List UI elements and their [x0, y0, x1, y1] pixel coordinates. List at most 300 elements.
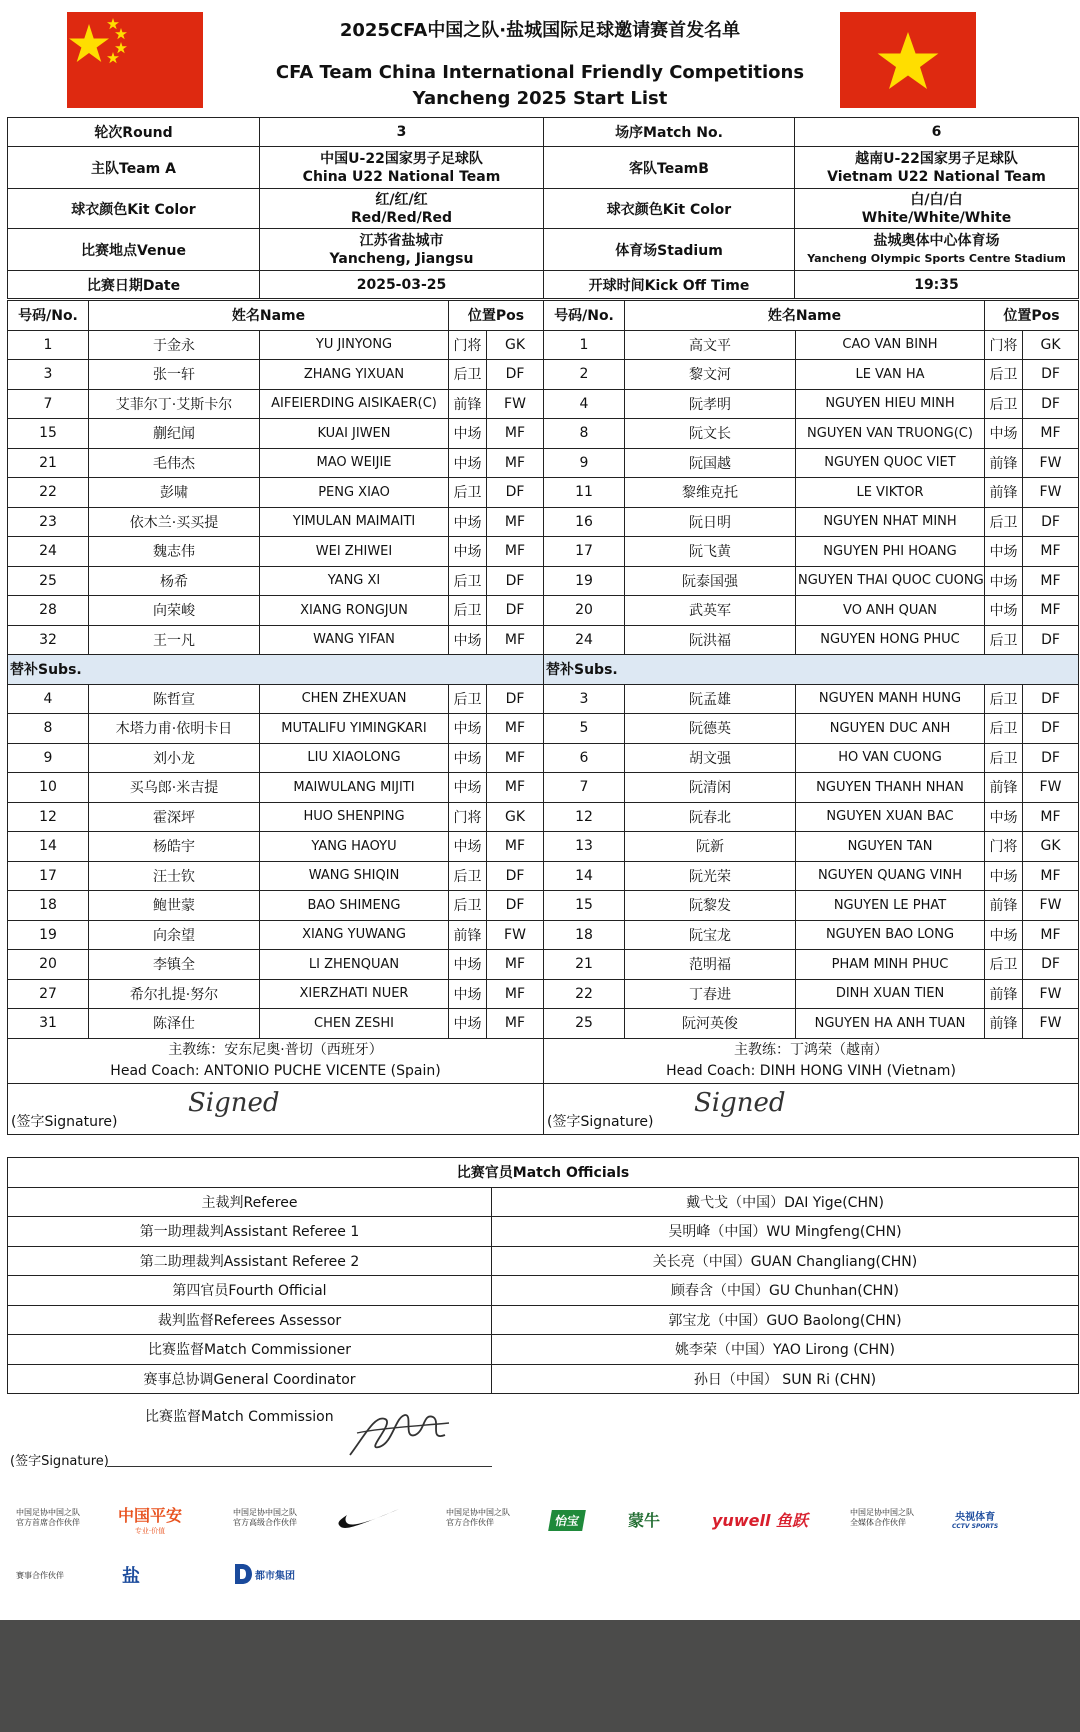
officials-table: [7, 1157, 1079, 1394]
player-name-cn-a: 杨希: [89, 566, 260, 596]
player-name-cn-a: 霍深坪: [89, 802, 260, 832]
player-name-en-a: KUAI JIWEN: [260, 419, 449, 449]
kit-a-en: Red/Red/Red: [350, 209, 453, 226]
player-number-b: 16: [544, 507, 625, 537]
match-no-label: 场序Match No.: [544, 118, 795, 147]
player-number-a: 4: [8, 684, 89, 714]
player-pos-en-a: DF: [487, 478, 544, 508]
player-pos-en-b: MF: [1023, 566, 1079, 596]
dushi-group-logo-text: 都市集团: [255, 1570, 295, 1582]
kit-a-cn: 红/红/红: [375, 191, 428, 208]
player-pos-cn-b: 前锋: [985, 891, 1023, 921]
player-pos-en-b: DF: [1023, 684, 1079, 714]
player-pos-en-b: MF: [1023, 419, 1079, 449]
table-row: [8, 684, 1079, 714]
player-number-b: 18: [544, 920, 625, 950]
player-pos-cn-b: 后卫: [985, 743, 1023, 773]
stadium-label: 体育场Stadium: [544, 229, 795, 271]
coach-b: [544, 1038, 1079, 1083]
player-pos-en-a: MF: [487, 773, 544, 803]
sponsor-tier-2: [233, 1508, 297, 1528]
player-name-en-b: NGUYEN THANH NHAN: [796, 773, 985, 803]
player-name-en-b: NGUYEN HA ANH TUAN: [796, 1009, 985, 1039]
player-pos-cn-a: 中场: [449, 537, 487, 567]
player-name-en-b: NGUYEN HIEU MINH: [796, 389, 985, 419]
kit-b-label: 球衣颜色Kit Color: [544, 189, 795, 229]
official-name: 姚李荣（中国）YAO Lirong (CHN): [492, 1335, 1079, 1365]
player-name-en-b: NGUYEN MANH HUNG: [796, 684, 985, 714]
round-value: 3: [260, 118, 544, 147]
player-name-cn-a: 向荣峻: [89, 596, 260, 626]
col-name-b: 姓名Name: [625, 301, 985, 331]
pingan-logo-text: 中国平安: [118, 1506, 183, 1525]
player-name-cn-a: 魏志伟: [89, 537, 260, 567]
player-name-en-a: XIERZHATI NUER: [260, 979, 449, 1009]
official-role: 第二助理裁判Assistant Referee 2: [8, 1246, 492, 1276]
yuwell-logo: yuwell 鱼跃: [712, 1511, 808, 1530]
player-pos-en-a: MF: [487, 448, 544, 478]
table-row: [8, 950, 1079, 980]
player-pos-cn-a: 中场: [449, 743, 487, 773]
roster-table: [7, 300, 1079, 1135]
cctv-sports-logo-en: CCTV SPORTS: [952, 1523, 999, 1530]
player-pos-cn-b: 中场: [985, 596, 1023, 626]
player-number-b: 12: [544, 802, 625, 832]
coach-a: [8, 1038, 544, 1083]
sponsor-tier-1: [16, 1508, 80, 1528]
commission-signature-line: [107, 1466, 492, 1467]
official-role: 比赛监督Match Commissioner: [8, 1335, 492, 1365]
sponsor-tier-5: [16, 1571, 64, 1581]
table-row: [8, 1009, 1079, 1039]
coach-a-en: Head Coach: ANTONIO PUCHE VICENTE (Spain): [110, 1062, 441, 1079]
sponsor-tier-2-text: 中国足协中国之队 官方高级合作伙伴: [233, 1508, 297, 1527]
player-number-b: 6: [544, 743, 625, 773]
player-pos-en-a: DF: [487, 360, 544, 390]
venue-value: [260, 229, 544, 271]
title-english-line1: CFA Team China International Friendly Competitions: [275, 62, 805, 83]
team-a-cn: 中国U-22国家男子足球队: [320, 150, 483, 167]
kit-b-value: [795, 189, 1079, 229]
player-pos-en-b: GK: [1023, 330, 1079, 360]
player-name-en-a: WANG YIFAN: [260, 625, 449, 655]
player-pos-cn-a: 前锋: [449, 920, 487, 950]
player-number-a: 1: [8, 330, 89, 360]
mengniu-logo: 蒙牛: [628, 1511, 661, 1530]
date-label: 比赛日期Date: [8, 271, 260, 299]
player-name-en-a: MAIWULANG MIJITI: [260, 773, 449, 803]
player-pos-en-a: MF: [487, 979, 544, 1009]
player-name-cn-a: 杨皓宇: [89, 832, 260, 862]
team-b-en: Vietnam U22 National Team: [827, 168, 1046, 185]
player-pos-en-b: DF: [1023, 625, 1079, 655]
signature-b-signed: Signed: [694, 1087, 786, 1118]
player-name-cn-b: 阮泰国强: [625, 566, 796, 596]
table-row: [8, 1246, 1079, 1276]
player-number-b: 20: [544, 596, 625, 626]
title-chinese: 2025CFA中国之队·盐城国际足球邀请赛首发名单: [339, 20, 741, 41]
player-name-en-b: LE VAN HA: [796, 360, 985, 390]
player-pos-en-b: MF: [1023, 861, 1079, 891]
player-number-b: 21: [544, 950, 625, 980]
player-pos-en-a: MF: [487, 1009, 544, 1039]
table-row: [8, 1335, 1079, 1365]
player-number-b: 17: [544, 537, 625, 567]
player-number-a: 7: [8, 389, 89, 419]
player-name-cn-a: 向余望: [89, 920, 260, 950]
col-pos-b: 位置Pos: [985, 301, 1079, 331]
vietnam-flag-star-icon: [840, 12, 976, 108]
player-name-cn-b: 阮文长: [625, 419, 796, 449]
player-pos-cn-b: 前锋: [985, 478, 1023, 508]
kit-b-en: White/White/White: [861, 209, 1012, 226]
official-name: 顾春含（中国）GU Chunhan(CHN): [492, 1276, 1079, 1306]
signature-a: [8, 1083, 544, 1134]
player-pos-en-b: FW: [1023, 979, 1079, 1009]
subs-band-row: [8, 655, 1079, 685]
player-number-b: 1: [544, 330, 625, 360]
player-name-cn-a: 汪士钦: [89, 861, 260, 891]
player-number-b: 14: [544, 861, 625, 891]
player-pos-cn-b: 中场: [985, 920, 1023, 950]
table-row: [8, 625, 1079, 655]
player-pos-en-b: FW: [1023, 1009, 1079, 1039]
player-name-en-b: LE VIKTOR: [796, 478, 985, 508]
player-pos-cn-a: 中场: [449, 448, 487, 478]
player-pos-cn-b: 中场: [985, 419, 1023, 449]
player-name-en-a: LIU XIAOLONG: [260, 743, 449, 773]
handwritten-signature-icon: [345, 1405, 455, 1461]
player-name-en-a: CHEN ZHEXUAN: [260, 684, 449, 714]
player-pos-cn-a: 中场: [449, 979, 487, 1009]
player-pos-en-a: MF: [487, 832, 544, 862]
player-number-a: 3: [8, 360, 89, 390]
player-pos-en-b: DF: [1023, 389, 1079, 419]
cestbon-logo: 怡宝: [548, 1510, 586, 1531]
player-pos-en-b: FW: [1023, 773, 1079, 803]
player-name-cn-b: 阮孝明: [625, 389, 796, 419]
player-number-b: 8: [544, 419, 625, 449]
player-number-b: 25: [544, 1009, 625, 1039]
officials-body: [8, 1187, 1079, 1394]
player-pos-en-b: DF: [1023, 507, 1079, 537]
player-name-cn-b: 阮河英俊: [625, 1009, 796, 1039]
player-pos-cn-a: 中场: [449, 832, 487, 862]
header: [0, 0, 1080, 116]
player-pos-cn-a: 后卫: [449, 891, 487, 921]
table-row: [8, 330, 1079, 360]
player-pos-cn-a: 中场: [449, 1009, 487, 1039]
sponsor-tier-4-text: 中国足协中国之队 全媒体合作伙伴: [850, 1508, 914, 1527]
player-number-a: 17: [8, 861, 89, 891]
player-number-b: 4: [544, 389, 625, 419]
player-name-cn-b: 胡文强: [625, 743, 796, 773]
table-row: [8, 832, 1079, 862]
player-number-a: 10: [8, 773, 89, 803]
subs-label-b: 替补Subs.: [544, 655, 1079, 685]
official-role: 第四官员Fourth Official: [8, 1276, 492, 1306]
player-pos-cn-b: 前锋: [985, 1009, 1023, 1039]
player-number-a: 32: [8, 625, 89, 655]
player-pos-cn-b: 门将: [985, 330, 1023, 360]
player-pos-cn-b: 前锋: [985, 979, 1023, 1009]
venue-cn: 江苏省盐城市: [359, 232, 444, 249]
player-name-cn-b: 阮光荣: [625, 861, 796, 891]
player-pos-en-b: FW: [1023, 448, 1079, 478]
team-b-value: [795, 147, 1079, 189]
player-name-en-a: MUTALIFU YIMINGKARI: [260, 714, 449, 744]
official-role: 第一助理裁判Assistant Referee 1: [8, 1217, 492, 1247]
player-name-cn-b: 阮日明: [625, 507, 796, 537]
match-info-table: [7, 117, 1079, 299]
player-pos-cn-a: 后卫: [449, 478, 487, 508]
coach-b-cn: 主教练：丁鸿荣（越南）: [734, 1041, 888, 1058]
player-name-en-a: CHEN ZESHI: [260, 1009, 449, 1039]
signature-b-label: (签字Signature): [547, 1113, 654, 1130]
player-name-en-b: PHAM MINH PHUC: [796, 950, 985, 980]
player-pos-cn-b: 门将: [985, 832, 1023, 862]
table-row: [8, 714, 1079, 744]
player-pos-en-a: DF: [487, 861, 544, 891]
official-name: 吴明峰（中国）WU Mingfeng(CHN): [492, 1217, 1079, 1247]
player-pos-en-b: GK: [1023, 832, 1079, 862]
player-name-en-a: XIANG YUWANG: [260, 920, 449, 950]
starters-body: [8, 330, 1079, 655]
table-row: [8, 773, 1079, 803]
team-a-value: [260, 147, 544, 189]
player-pos-en-a: MF: [487, 743, 544, 773]
table-row: [8, 419, 1079, 449]
player-pos-cn-a: 后卫: [449, 360, 487, 390]
player-name-en-a: YANG HAOYU: [260, 832, 449, 862]
player-number-b: 13: [544, 832, 625, 862]
kit-a-label: 球衣颜色Kit Color: [8, 189, 260, 229]
player-number-a: 20: [8, 950, 89, 980]
table-row: [8, 802, 1079, 832]
player-pos-en-b: DF: [1023, 950, 1079, 980]
table-row: [8, 743, 1079, 773]
player-name-cn-b: 范明福: [625, 950, 796, 980]
player-name-en-a: MAO WEIJIE: [260, 448, 449, 478]
player-pos-cn-b: 中场: [985, 861, 1023, 891]
vietnam-flag: [840, 12, 976, 108]
player-pos-cn-a: 后卫: [449, 596, 487, 626]
player-number-a: 18: [8, 891, 89, 921]
player-name-en-b: NGUYEN HONG PHUC: [796, 625, 985, 655]
kickoff-value: 19:35: [795, 271, 1079, 299]
player-number-a: 31: [8, 1009, 89, 1039]
nike-swoosh-icon: [337, 1505, 401, 1531]
cctv-sports-logo-cn: 央视体育: [955, 1512, 996, 1523]
player-pos-cn-b: 中场: [985, 802, 1023, 832]
player-pos-cn-a: 中场: [449, 419, 487, 449]
col-no-a: 号码/No.: [8, 301, 89, 331]
player-name-cn-b: 武英军: [625, 596, 796, 626]
match-no-value: 6: [795, 118, 1079, 147]
official-role: 赛事总协调General Coordinator: [8, 1364, 492, 1394]
table-row: [8, 861, 1079, 891]
coach-row: [8, 1038, 1079, 1083]
player-number-a: 27: [8, 979, 89, 1009]
pingan-logo-sub: 专业·价值: [134, 1527, 166, 1535]
player-name-en-a: XIANG RONGJUN: [260, 596, 449, 626]
player-pos-en-b: FW: [1023, 478, 1079, 508]
player-name-en-b: NGUYEN LE PHAT: [796, 891, 985, 921]
player-number-a: 14: [8, 832, 89, 862]
table-row: [8, 507, 1079, 537]
kickoff-label: 开球时间Kick Off Time: [544, 271, 795, 299]
player-name-cn-a: 陈哲宣: [89, 684, 260, 714]
venue-label: 比赛地点Venue: [8, 229, 260, 271]
team-b-cn: 越南U-22国家男子足球队: [855, 150, 1018, 167]
signature-a-signed: Signed: [188, 1087, 280, 1118]
table-row: [8, 1217, 1079, 1247]
player-name-en-a: AIFEIERDING AISIKAER(C): [260, 389, 449, 419]
kit-a-value: [260, 189, 544, 229]
sponsor-tier-5-text: 赛事合作伙伴: [16, 1571, 64, 1580]
player-number-b: 22: [544, 979, 625, 1009]
player-name-cn-a: 于金永: [89, 330, 260, 360]
player-pos-cn-b: 前锋: [985, 448, 1023, 478]
player-pos-en-a: MF: [487, 507, 544, 537]
player-name-cn-b: 黎文河: [625, 360, 796, 390]
player-name-cn-a: 依木兰·买买提: [89, 507, 260, 537]
table-row: [8, 979, 1079, 1009]
player-name-en-b: NGUYEN NHAT MINH: [796, 507, 985, 537]
pingan-logo: [118, 1503, 182, 1536]
col-no-b: 号码/No.: [544, 301, 625, 331]
table-row: [8, 596, 1079, 626]
player-pos-en-b: MF: [1023, 802, 1079, 832]
player-name-en-a: ZHANG YIXUAN: [260, 360, 449, 390]
commission-label: 比赛监督Match Commission: [145, 1409, 334, 1425]
player-name-en-a: YIMULAN MAIMAITI: [260, 507, 449, 537]
player-number-b: 19: [544, 566, 625, 596]
player-pos-cn-a: 后卫: [449, 566, 487, 596]
table-row: [8, 566, 1079, 596]
player-name-en-b: NGUYEN XUAN BAC: [796, 802, 985, 832]
officials-title: 比赛官员Match Officials: [8, 1158, 1079, 1188]
player-pos-cn-b: 中场: [985, 537, 1023, 567]
player-number-b: 11: [544, 478, 625, 508]
player-name-cn-a: 陈泽仕: [89, 1009, 260, 1039]
player-name-cn-b: 阮新: [625, 832, 796, 862]
stadium-cn: 盐城奥体中心体育场: [873, 232, 1000, 249]
table-row: [8, 537, 1079, 567]
table-row: [8, 360, 1079, 390]
player-name-en-b: NGUYEN QUOC VIET: [796, 448, 985, 478]
player-name-en-a: LI ZHENQUAN: [260, 950, 449, 980]
subs-label-a: 替补Subs.: [8, 655, 544, 685]
player-name-en-a: HUO SHENPING: [260, 802, 449, 832]
player-pos-en-a: MF: [487, 714, 544, 744]
player-name-cn-a: 张一轩: [89, 360, 260, 390]
sponsor-tier-1-text: 中国足协中国之队 官方首席合作伙伴: [16, 1508, 80, 1527]
player-pos-cn-b: 后卫: [985, 684, 1023, 714]
player-pos-cn-a: 中场: [449, 773, 487, 803]
player-pos-cn-a: 后卫: [449, 861, 487, 891]
player-pos-cn-a: 门将: [449, 802, 487, 832]
player-number-a: 25: [8, 566, 89, 596]
player-name-en-a: YANG XI: [260, 566, 449, 596]
official-name: 郭宝龙（中国）GUO Baolong(CHN): [492, 1305, 1079, 1335]
sponsor-tier-3: [446, 1508, 510, 1528]
table-row: [8, 1187, 1079, 1217]
player-name-en-a: BAO SHIMENG: [260, 891, 449, 921]
player-pos-en-b: FW: [1023, 891, 1079, 921]
player-pos-cn-a: 中场: [449, 507, 487, 537]
player-pos-cn-b: 后卫: [985, 950, 1023, 980]
player-number-b: 24: [544, 625, 625, 655]
player-name-cn-a: 毛伟杰: [89, 448, 260, 478]
title-english-line2: Yancheng 2025 Start List: [412, 88, 668, 109]
player-name-cn-b: 阮春北: [625, 802, 796, 832]
cctv-sports-logo: [952, 1508, 998, 1530]
player-name-en-b: NGUYEN VAN TRUONG(C): [796, 419, 985, 449]
stadium-en: Yancheng Olympic Sports Centre Stadium: [807, 251, 1066, 265]
player-pos-en-b: DF: [1023, 743, 1079, 773]
player-pos-cn-a: 中场: [449, 625, 487, 655]
player-name-en-b: CAO VAN BINH: [796, 330, 985, 360]
player-name-cn-a: 刘小龙: [89, 743, 260, 773]
player-name-en-b: NGUYEN QUANG VINH: [796, 861, 985, 891]
player-pos-en-b: MF: [1023, 596, 1079, 626]
player-name-en-b: DINH XUAN TIEN: [796, 979, 985, 1009]
player-pos-cn-b: 后卫: [985, 625, 1023, 655]
player-number-b: 7: [544, 773, 625, 803]
table-row: [8, 1276, 1079, 1306]
player-pos-en-a: MF: [487, 950, 544, 980]
bottom-band: [0, 1620, 1080, 1732]
player-pos-en-a: GK: [487, 802, 544, 832]
player-number-a: 19: [8, 920, 89, 950]
sponsor-tier-3-text: 中国足协中国之队 官方合作伙伴: [446, 1508, 510, 1527]
player-name-en-b: NGUYEN TAN: [796, 832, 985, 862]
col-pos-a: 位置Pos: [449, 301, 544, 331]
table-row: [8, 920, 1079, 950]
player-name-cn-b: 阮德英: [625, 714, 796, 744]
table-row: [8, 448, 1079, 478]
team-b-label: 客队TeamB: [544, 147, 795, 189]
player-name-cn-b: 阮洪福: [625, 625, 796, 655]
official-name: 戴弋戈（中国）DAI Yige(CHN): [492, 1187, 1079, 1217]
signature-a-label: (签字Signature): [11, 1113, 118, 1130]
player-name-cn-b: 阮黎发: [625, 891, 796, 921]
subs-header: [8, 655, 1079, 685]
player-name-cn-b: 阮孟雄: [625, 684, 796, 714]
player-name-cn-a: 蒯纪闻: [89, 419, 260, 449]
player-name-en-a: PENG XIAO: [260, 478, 449, 508]
player-pos-en-b: DF: [1023, 360, 1079, 390]
player-name-cn-a: 买乌郎·米吉提: [89, 773, 260, 803]
team-a-en: China U22 National Team: [302, 168, 501, 185]
player-pos-cn-b: 后卫: [985, 507, 1023, 537]
commission-signature-label: (签字Signature): [10, 1454, 109, 1469]
venue-en: Yancheng, Jiangsu: [329, 250, 474, 267]
stadium-value: [795, 229, 1079, 271]
player-pos-cn-b: 后卫: [985, 360, 1023, 390]
player-pos-cn-a: 前锋: [449, 389, 487, 419]
player-number-a: 28: [8, 596, 89, 626]
player-name-en-b: VO ANH QUAN: [796, 596, 985, 626]
player-pos-cn-b: 前锋: [985, 773, 1023, 803]
roster-header-row: [8, 301, 1079, 331]
sponsor-tier-4: [850, 1508, 914, 1528]
player-pos-en-a: FW: [487, 920, 544, 950]
signature-b: [544, 1083, 1079, 1134]
player-pos-cn-a: 中场: [449, 950, 487, 980]
signature-row: [8, 1083, 1079, 1134]
